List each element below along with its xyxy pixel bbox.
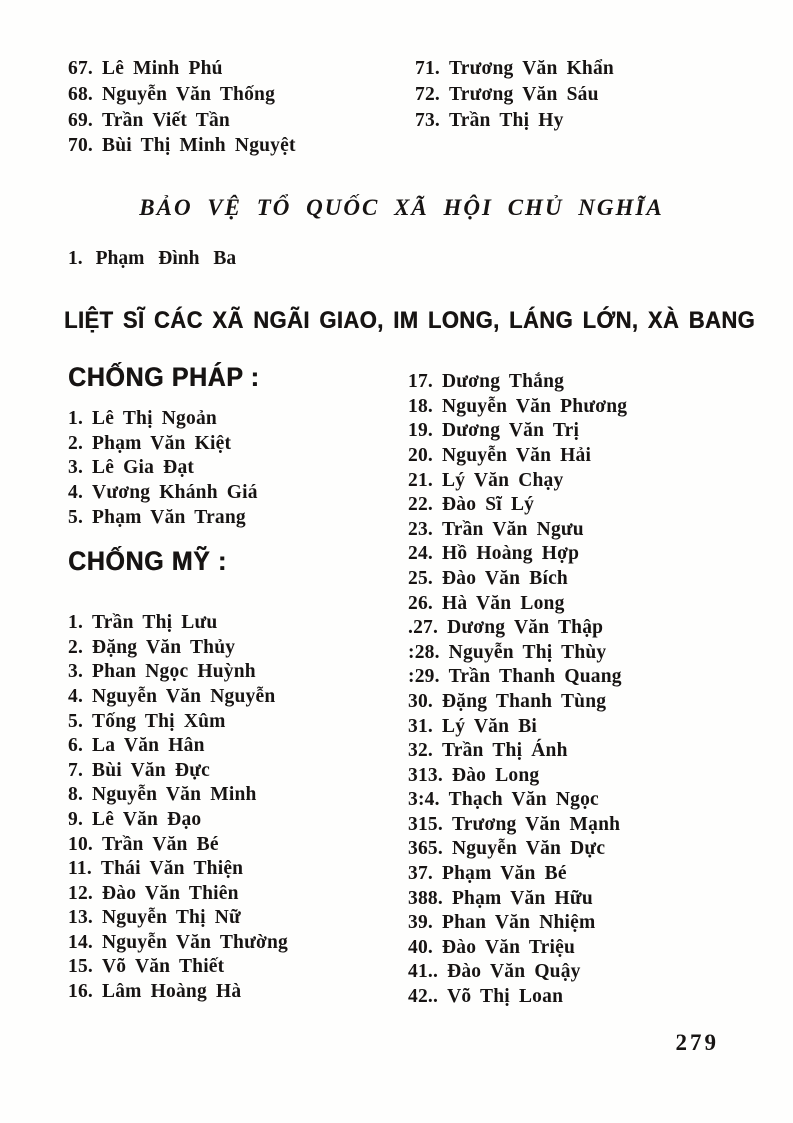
item-number: 22. [408, 494, 433, 516]
item-name: Lâm Hoàng Hà [101, 981, 242, 1003]
item-number: 30. [408, 690, 433, 712]
item-name: Nguyễn Thị Nữ [101, 907, 241, 929]
list-item [415, 56, 614, 82]
item-number: 8. [68, 784, 84, 806]
item-number: 4. [68, 481, 84, 503]
item-number: 42.. [408, 986, 439, 1008]
item-name: Trần Văn Bé [101, 833, 219, 855]
item-number: 24. [408, 543, 433, 565]
list-item [408, 960, 735, 985]
item-name: Nguyễn Văn Minh [92, 784, 257, 806]
list-item [408, 788, 735, 813]
list-item [408, 616, 735, 641]
list-item [68, 108, 415, 134]
item-name: Phạm Văn Kiệt [92, 432, 232, 454]
list-item [68, 882, 408, 907]
list-item [408, 567, 735, 592]
item-name: Phan Văn Nhiệm [441, 912, 596, 934]
item-name: Nguyễn Văn Thường [101, 931, 288, 953]
item-name: Dương Văn Trị [441, 420, 580, 442]
list-item [408, 641, 735, 666]
list-item [408, 370, 735, 395]
item-name: Phạm Đình Ba [95, 248, 237, 270]
item-name: Đào Văn Bích [441, 567, 568, 589]
item-name: Nguyễn Văn Thống [101, 83, 276, 105]
item-number: 1. [68, 612, 84, 634]
martyr-list-chong-my [68, 611, 408, 1005]
item-number: 313. [408, 764, 443, 786]
item-name: Trương Văn Mạnh [451, 813, 621, 835]
item-number: 7. [68, 759, 84, 781]
item-number: 1. [68, 248, 83, 270]
subsection-heading-chong-my: CHỐNG MỸ : [68, 546, 227, 577]
item-number: 72. [415, 83, 440, 105]
item-name: Dương Thắng [441, 371, 565, 393]
item-name: Đặng Thanh Tùng [441, 690, 607, 712]
section-title-bao-ve-to-quoc: BẢO VỆ TỔ QUỐC XÃ HỘI CHỦ NGHĨA [139, 195, 664, 221]
list-item [408, 862, 735, 887]
list-item [68, 611, 408, 636]
list-item [415, 108, 614, 134]
item-name: Đào Văn Triệu [441, 936, 576, 958]
item-name: Nguyễn Văn Nguyễn [92, 685, 276, 707]
list-item [68, 133, 415, 159]
item-number: 3. [68, 661, 84, 683]
list-item [408, 985, 735, 1010]
item-number: 13. [68, 907, 93, 929]
list-item [408, 739, 735, 764]
item-number: 23. [408, 518, 433, 540]
list-item [68, 82, 415, 108]
item-name: Vương Khánh Giá [92, 481, 258, 503]
item-number: 12. [68, 882, 93, 904]
item-number: 41.. [408, 961, 439, 983]
item-number: 14. [68, 931, 93, 953]
item-name: Phạm Văn Trang [92, 506, 246, 528]
list-item [408, 764, 735, 789]
item-name: Trần Viết Tần [101, 109, 230, 131]
list-item [408, 395, 735, 420]
list-item [68, 660, 408, 685]
list-item [68, 931, 408, 956]
list-item [68, 710, 408, 735]
item-name: Phạm Văn Hữu [451, 887, 593, 909]
list-item [68, 407, 408, 432]
item-number: 3. [68, 457, 84, 479]
list-item [408, 936, 735, 961]
item-name: Lý Văn Chạy [441, 469, 564, 491]
list-item [68, 56, 415, 82]
right-column [408, 362, 735, 1009]
item-name: Trương Văn Sáu [448, 83, 599, 105]
two-column-lists [68, 362, 735, 1009]
item-name: Trương Văn Khẩn [448, 58, 614, 79]
item-number: 21. [408, 469, 433, 491]
list-item [408, 493, 735, 518]
item-number: 2. [68, 636, 84, 658]
item-number: 18. [408, 395, 433, 417]
martyr-list-top-left [68, 56, 415, 159]
item-number: 388. [408, 887, 443, 909]
item-name: Trần Thị Hy [448, 109, 564, 131]
item-name: Thạch Văn Ngọc [448, 789, 599, 811]
list-item [408, 665, 735, 690]
list-item [408, 813, 735, 838]
list-item [408, 887, 735, 912]
list-item [415, 82, 614, 108]
item-name: Phan Ngọc Huỳnh [92, 661, 256, 683]
item-number: 31. [408, 715, 433, 737]
item-number: 20. [408, 444, 433, 466]
item-name: Lê Minh Phú [101, 58, 223, 79]
item-name: Dương Văn Thập [447, 617, 604, 639]
list-item [68, 808, 408, 833]
item-number: 37. [408, 863, 433, 885]
list-item [68, 506, 408, 531]
list-item [408, 518, 735, 543]
item-name: Bùi Thị Minh Nguyệt [101, 135, 296, 157]
item-name: Phạm Văn Bé [441, 863, 567, 885]
list-item [68, 481, 408, 506]
list-item [68, 783, 408, 808]
item-name: Hồ Hoàng Hợp [441, 543, 580, 565]
top-martyr-lists [68, 56, 735, 159]
list-item [408, 542, 735, 567]
list-item [68, 248, 735, 270]
item-name: Lê Văn Đạo [92, 808, 202, 830]
item-number: 365. [408, 838, 443, 860]
item-number: 15. [68, 956, 93, 978]
item-name: Thái Văn Thiện [100, 858, 244, 880]
item-number: 4. [68, 685, 84, 707]
list-item [68, 906, 408, 931]
list-item [68, 857, 408, 882]
item-name: Nguyễn Thị Thùy [448, 641, 607, 663]
item-name: Trần Văn Ngưu [441, 518, 584, 540]
item-name: Trần Thị Ánh [441, 740, 568, 762]
item-name: Lê Gia Đạt [92, 457, 195, 479]
item-number: :28. [408, 641, 440, 663]
item-number: 3:4. [408, 789, 440, 811]
item-number: 26. [408, 592, 433, 614]
item-name: Bùi Văn Đực [92, 759, 211, 781]
item-number: :29. [408, 666, 440, 688]
list-item [68, 636, 408, 661]
item-name: Đào Văn Quậy [447, 961, 581, 983]
list-item [408, 911, 735, 936]
item-name: Trần Thanh Quang [448, 666, 622, 688]
item-number: 1. [68, 408, 84, 430]
martyr-list-chong-phap [68, 407, 408, 530]
list-item [408, 419, 735, 444]
item-number: 39. [408, 912, 433, 934]
item-number: 315. [408, 813, 443, 835]
item-number: 40. [408, 936, 433, 958]
item-name: Nguyễn Văn Hải [441, 444, 592, 466]
item-number: 16. [68, 981, 93, 1003]
item-number: 69. [68, 109, 93, 131]
list-item [68, 685, 408, 710]
item-name: Lý Văn Bi [441, 715, 538, 737]
item-number: 70. [68, 135, 93, 157]
item-name: Đặng Văn Thủy [92, 636, 236, 658]
item-number: 73. [415, 109, 440, 131]
item-name: Nguyễn Văn Phương [441, 395, 628, 417]
item-name: Võ Văn Thiết [101, 956, 225, 978]
list-item [408, 444, 735, 469]
list-item [408, 690, 735, 715]
item-number: 2. [68, 432, 84, 454]
item-name: Tống Thị Xûm [92, 710, 226, 732]
page-number: 279 [675, 1030, 719, 1055]
list-item [68, 456, 408, 481]
subsection-heading-chong-phap: CHỐNG PHÁP : [68, 362, 260, 393]
martyr-list-top-right [415, 56, 614, 159]
item-name: Đào Long [451, 764, 540, 786]
item-number: 17. [408, 371, 433, 393]
item-name: Đào Sĩ Lý [441, 494, 535, 516]
item-name: Hà Văn Long [441, 592, 565, 614]
item-number: 5. [68, 710, 84, 732]
item-number: 6. [68, 735, 84, 757]
list-item [408, 469, 735, 494]
list-item [68, 432, 408, 457]
item-number: 5. [68, 506, 84, 528]
item-number: 19. [408, 420, 433, 442]
item-number: 10. [68, 833, 93, 855]
martyr-list-right [408, 370, 735, 1009]
list-item [408, 715, 735, 740]
item-number: 68. [68, 83, 93, 105]
list-item [408, 837, 735, 862]
list-item [68, 980, 408, 1005]
list-item [68, 955, 408, 980]
left-column [68, 362, 408, 1009]
list-item [68, 734, 408, 759]
list-item [68, 759, 408, 784]
section-title-liet-si: LIỆT SĨ CÁC XÃ NGÃI GIAO, IM LONG, LÁNG LỚN, XÀ BANG [64, 306, 756, 334]
item-name: Đào Văn Thiên [101, 882, 239, 904]
item-number: 32. [408, 740, 433, 762]
item-name: Võ Thị Loan [447, 986, 564, 1008]
item-number: 25. [408, 567, 433, 589]
item-number: 67. [68, 58, 93, 79]
item-number: .27. [408, 617, 439, 639]
item-number: 71. [415, 58, 440, 79]
item-name: Lê Thị Ngoản [92, 408, 217, 430]
list-item [408, 592, 735, 617]
list-item [68, 833, 408, 858]
item-name: La Văn Hân [92, 735, 205, 757]
item-number: 11. [68, 858, 92, 880]
item-name: Trần Thị Lưu [92, 612, 218, 634]
item-number: 9. [68, 808, 84, 830]
item-name: Nguyễn Văn Dực [451, 838, 606, 860]
